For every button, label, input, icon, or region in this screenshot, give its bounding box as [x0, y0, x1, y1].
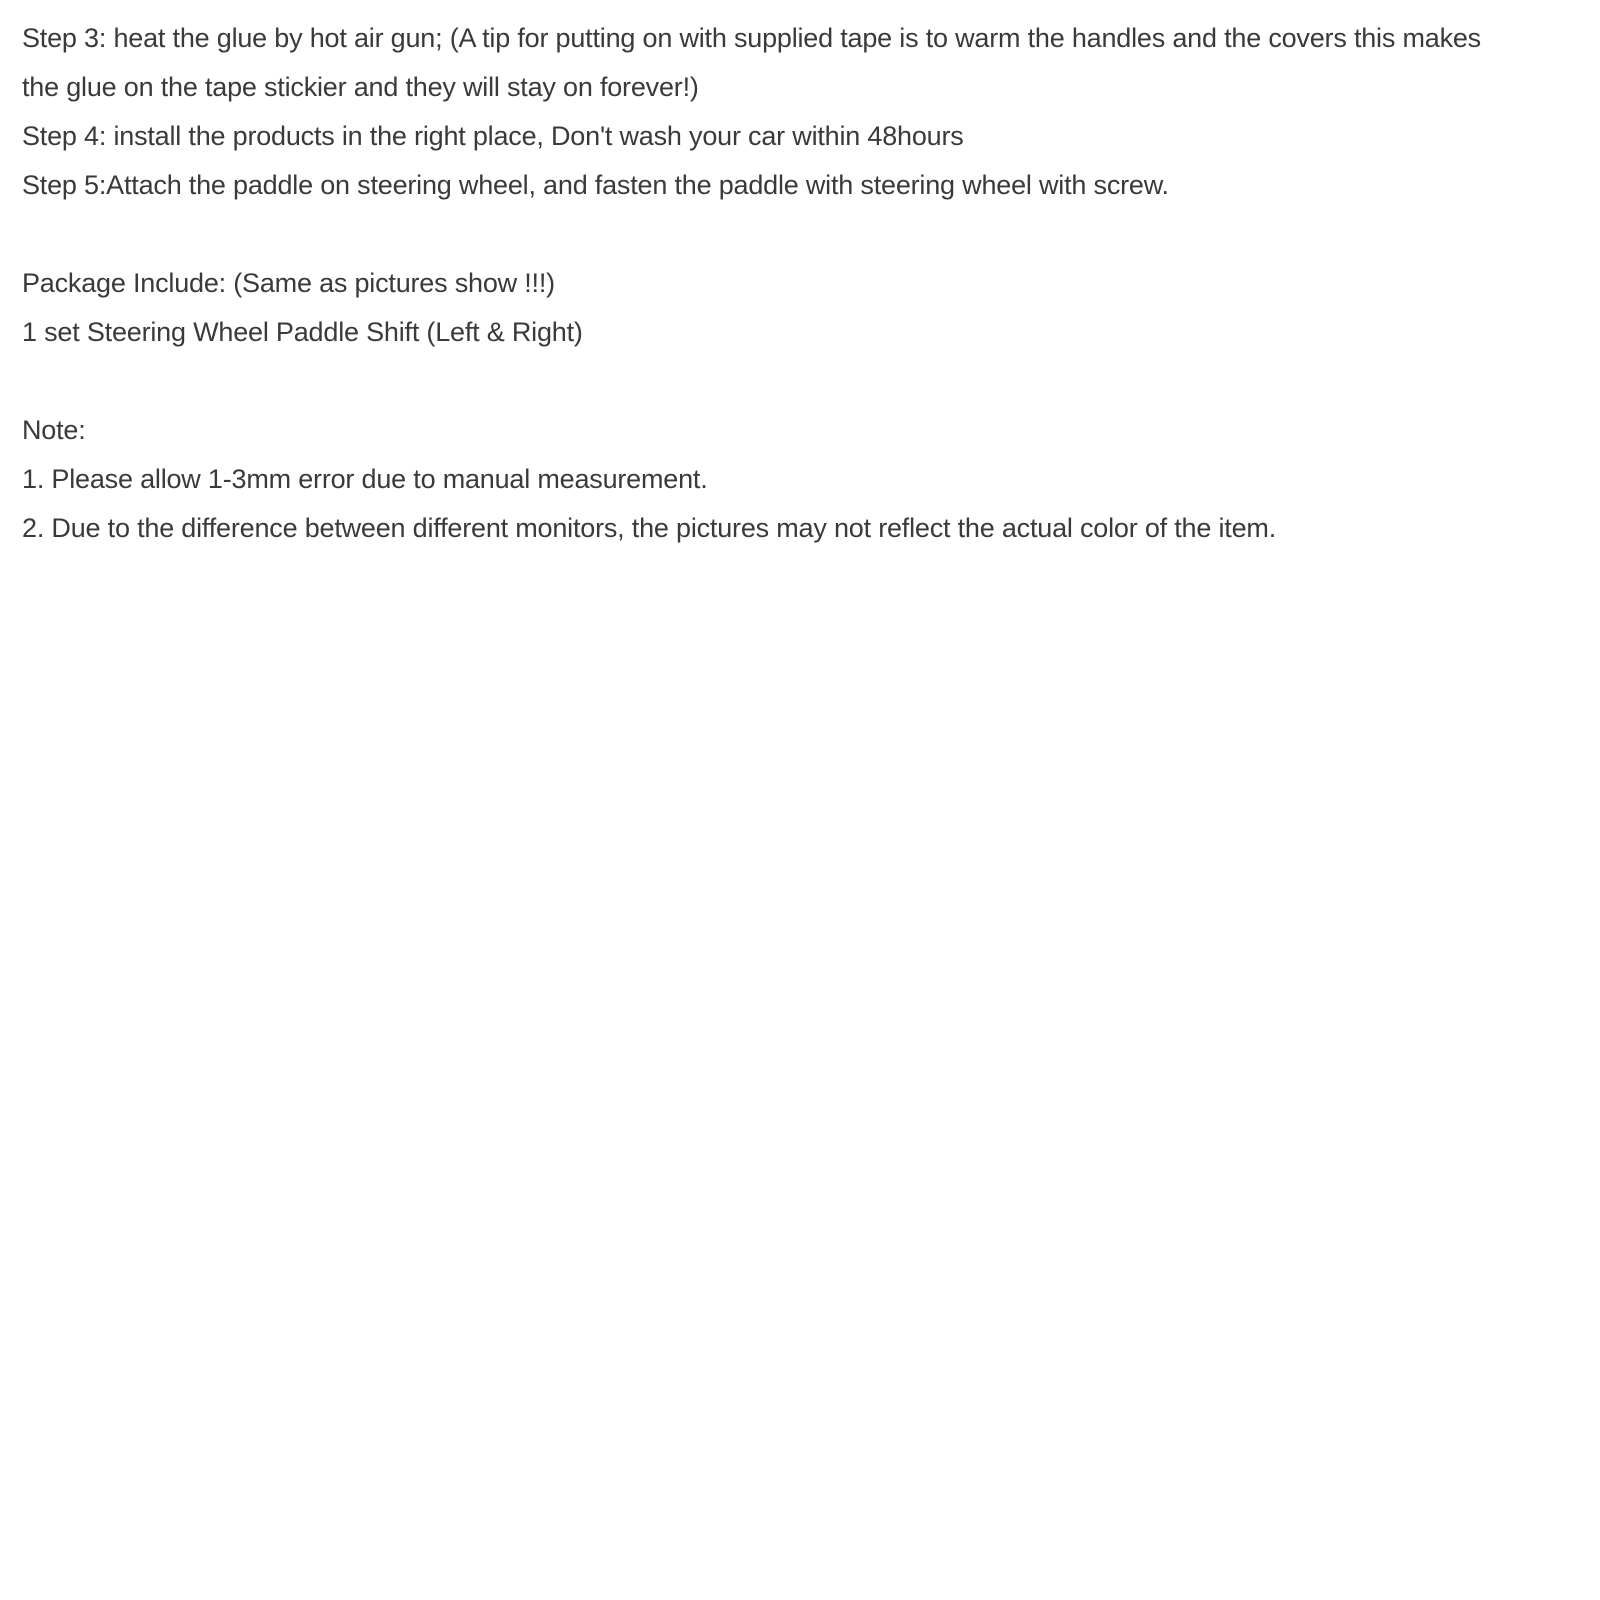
note-item-1: 1. Please allow 1-3mm error due to manual measurement. — [22, 464, 708, 494]
package-heading: Package Include: (Same as pictures show !!!) — [22, 268, 555, 298]
spacer — [22, 357, 1582, 406]
note-heading: Note: — [22, 415, 86, 445]
spacer — [22, 210, 1582, 259]
step-3-line-2: the glue on the tape stickier and they will stay on forever!) — [22, 72, 699, 102]
package-item: 1 set Steering Wheel Paddle Shift (Left & Right) — [22, 317, 583, 347]
step-4: Step 4: install the products in the right place, Don't wash your car within 48hours — [22, 121, 964, 151]
note-item-2: 2. Due to the difference between different monitors, the pictures may not reflect the actual color of the item. — [22, 513, 1276, 543]
product-description — [22, 14, 1582, 553]
step-3-line-1: Step 3: heat the glue by hot air gun; (A tip for putting on with supplied tape is to warm the handles and the covers this makes — [22, 23, 1481, 53]
step-5: Step 5:Attach the paddle on steering wheel, and fasten the paddle with steering wheel with screw. — [22, 170, 1169, 200]
